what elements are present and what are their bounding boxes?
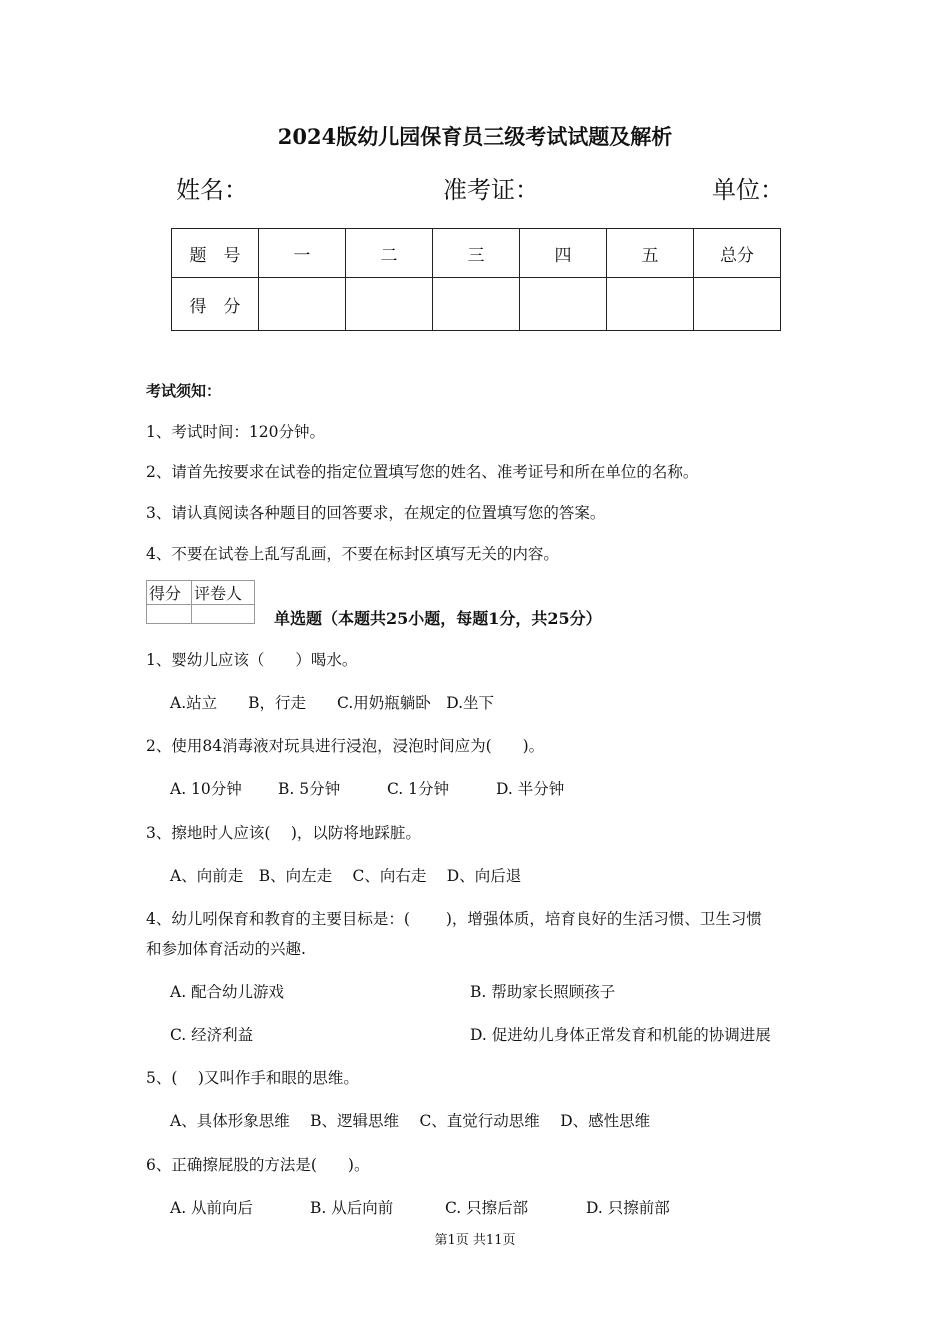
score-cell bbox=[520, 278, 607, 331]
section-2-header: 二 bbox=[346, 229, 433, 278]
grader-reviewer-cell bbox=[192, 605, 255, 624]
score-cell bbox=[433, 278, 520, 331]
unit-label: 单位： bbox=[712, 176, 784, 204]
question-6-option-a: A. 从前向后 bbox=[170, 1199, 254, 1217]
grader-score-cell bbox=[147, 605, 192, 624]
section-5-header: 五 bbox=[607, 229, 694, 278]
question-2-option-c: C. 1分钟 bbox=[387, 780, 450, 798]
question-6-option-d: D. 只擦前部 bbox=[586, 1199, 670, 1217]
question-2-option-b: B. 5分钟 bbox=[278, 780, 341, 798]
section-3-header: 三 bbox=[433, 229, 520, 278]
question-3-options: A、向前走 B、向左走 C、向右走 D、向后退 bbox=[170, 867, 522, 885]
score-label: 得 分 bbox=[172, 278, 259, 331]
question-4-stem-continued: 和参加体育活动的兴趣. bbox=[146, 940, 306, 958]
question-2-option-a: A. 10分钟 bbox=[170, 780, 242, 798]
question-5-stem: 5、( )又叫作手和眼的思维。 bbox=[146, 1069, 359, 1087]
exam-id-label: 准考证： bbox=[443, 176, 539, 204]
grader-reviewer-label: 评卷人 bbox=[192, 581, 255, 605]
score-table-header-row bbox=[172, 229, 781, 278]
notice-heading: 考试须知： bbox=[146, 382, 222, 400]
score-cell bbox=[259, 278, 346, 331]
section-4-header: 四 bbox=[520, 229, 607, 278]
notice-item: 3、请认真阅读各种题目的回答要求，在规定的位置填写您的答案。 bbox=[146, 504, 606, 522]
question-4-option-c: C. 经济利益 bbox=[170, 1026, 254, 1044]
page-footer: 第1页 共11页 bbox=[434, 1233, 516, 1248]
question-6-option-c: C. 只擦后部 bbox=[445, 1199, 529, 1217]
question-2-stem: 2、使用84消毒液对玩具进行浸泡，浸泡时间应为( )。 bbox=[146, 737, 545, 755]
question-4-option-a: A. 配合幼儿游戏 bbox=[170, 983, 285, 1001]
score-table-score-row bbox=[172, 278, 781, 331]
score-cell bbox=[607, 278, 694, 331]
question-2-option-d: D. 半分钟 bbox=[496, 780, 565, 798]
section-title: 单选题（本题共25小题，每题1分，共25分） bbox=[274, 609, 602, 628]
question-6-stem: 6、正确擦屁股的方法是( )。 bbox=[146, 1156, 370, 1174]
name-label: 姓名： bbox=[176, 176, 248, 204]
question-3-stem: 3、擦地时人应该( )，以防将地踩脏。 bbox=[146, 824, 421, 842]
grader-table bbox=[146, 580, 255, 624]
page-title: 2024版幼儿园保育员三级考试试题及解析 bbox=[277, 124, 673, 149]
question-4-option-d: D. 促进幼儿身体正常发育和机能的协调进展 bbox=[470, 1026, 771, 1044]
question-4-stem: 4、幼儿吲保育和教育的主要目标是：( )，增强体质，培育良好的生活习惯、卫生习惯 bbox=[146, 910, 762, 928]
question-5-options: A、具体形象思维 B、逻辑思维 C、直觉行动思维 D、感性思维 bbox=[170, 1112, 651, 1130]
total-header: 总分 bbox=[694, 229, 781, 278]
section-1-header: 一 bbox=[259, 229, 346, 278]
question-6-option-b: B. 从后向前 bbox=[310, 1199, 394, 1217]
score-cell bbox=[694, 278, 781, 331]
score-cell bbox=[346, 278, 433, 331]
question-number-label: 题 号 bbox=[172, 229, 259, 278]
grader-score-label: 得分 bbox=[147, 581, 192, 605]
score-table bbox=[171, 228, 781, 331]
question-1-options: A.站立 B，行走 C.用奶瓶躺卧 D.坐下 bbox=[170, 694, 495, 712]
notice-item: 1、考试时间：120分钟。 bbox=[146, 423, 325, 441]
question-1-stem: 1、婴幼儿应该（ ）喝水。 bbox=[146, 651, 358, 669]
notice-item: 2、请首先按要求在试卷的指定位置填写您的姓名、准考证号和所在单位的名称。 bbox=[146, 463, 699, 481]
question-4-option-b: B. 帮助家长照顾孩子 bbox=[470, 983, 616, 1001]
notice-item: 4、不要在试卷上乱写乱画，不要在标封区填写无关的内容。 bbox=[146, 545, 559, 563]
